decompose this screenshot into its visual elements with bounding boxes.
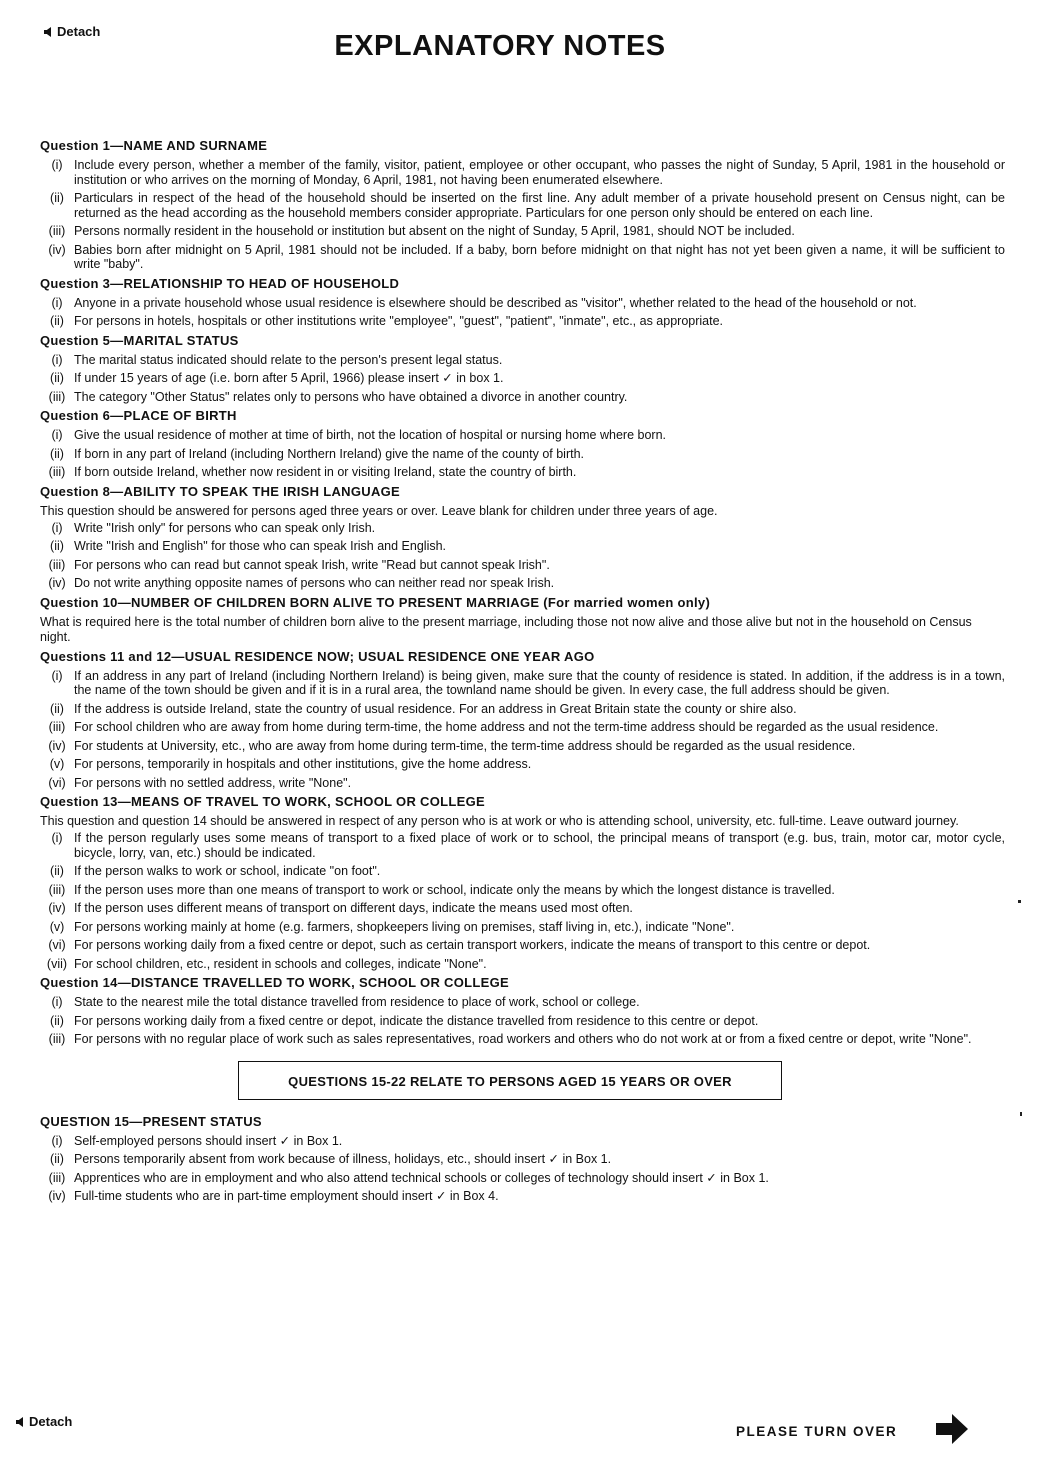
item-text: For school children who are away from home during term-time, the home address and not the term-time address should be regarded as the usual residence. — [74, 720, 939, 734]
item-text: For persons working mainly at home (e.g. farmers, shopkeepers living on premises, staff living in, etc.), indicate "None". — [74, 919, 735, 934]
note-item — [40, 739, 1005, 754]
item-text: If under 15 years of age (i.e. born after 5 April, 1966) please insert ✓ in box 1. — [74, 371, 504, 385]
item-number: (ii) — [50, 864, 64, 878]
scan-speck — [1020, 1112, 1022, 1116]
item-text: For persons, temporarily in hospitals and other institutions, give the home address. — [74, 757, 532, 771]
item-text: For persons with no regular place of work such as sales representatives, road workers and others who do not work at or from a fixed centre or depot, write "None". — [74, 1032, 972, 1046]
item-text: Apprentices who are in employment and who also attend technical schools or colleges of technology should insert ✓ in Box 1. — [74, 1170, 769, 1185]
note-item — [40, 901, 1005, 916]
item-number: (v) — [49, 919, 65, 934]
item-text: If the person regularly uses some means of transport to a fixed place of work or to school, the principal means of transport (e.g. bus, train, motor car, motor cycle, bicycle, lorry, van, etc.) should be indicated. — [74, 831, 1005, 860]
note-item — [40, 702, 1005, 717]
question-section — [40, 649, 1005, 791]
item-number: (iii) — [48, 557, 66, 572]
item-number: (i) — [51, 995, 63, 1009]
item-number: (ii) — [50, 1152, 64, 1166]
section-heading: QUESTION 15—PRESENT STATUS — [40, 1113, 262, 1129]
section-heading: Question 10—NUMBER OF CHILDREN BORN ALIVE TO PRESENT MARRIAGE (For married women only) — [40, 594, 711, 610]
scan-speck — [1018, 900, 1021, 903]
item-number: (i) — [51, 1133, 63, 1148]
item-text: Give the usual residence of mother at time of birth, not the location of hospital or nursing home where born. — [74, 428, 666, 442]
item-number: (i) — [51, 295, 63, 310]
detach-label: Detach — [29, 1414, 73, 1429]
item-number: (ii) — [50, 371, 64, 385]
item-number: (i) — [51, 158, 63, 172]
section-heading: Questions 11 and 12—USUAL RESIDENCE NOW; USUAL RESIDENCE ONE YEAR AGO — [40, 648, 595, 664]
item-number: (ii) — [50, 701, 64, 716]
note-item — [40, 296, 1005, 311]
section-heading: Question 3—RELATIONSHIP TO HEAD OF HOUSEHOLD — [40, 275, 400, 291]
note-item — [40, 353, 1005, 368]
item-text: For persons working daily from a fixed centre or depot, indicate the distance travelled from residence to this centre or depot. — [74, 1013, 759, 1028]
note-item — [40, 558, 1005, 573]
note-item — [40, 428, 1005, 443]
detach-label: Detach — [57, 24, 101, 39]
note-item — [40, 757, 1005, 772]
item-number: (iii) — [48, 389, 66, 404]
section-intro: This question and question 14 should be answered in respect of any person who is at work or who is attending school, university, etc. full-time. Leave outward journey. — [40, 814, 959, 828]
item-text: Persons temporarily absent from work because of illness, holidays, etc., should insert ✓ in Box 1. — [74, 1152, 612, 1166]
note-item — [40, 576, 1005, 591]
question-section — [40, 975, 1005, 1047]
item-text: Particulars in respect of the head of the household should be inserted on the first line. Any adult member of a private household present on Census night, can be returned as the head according as the household members consider appropriate. Particulars for one person only should be entered on each line. — [74, 191, 1005, 220]
item-number: (i) — [51, 520, 63, 535]
item-number: (ii) — [50, 539, 64, 553]
note-item — [40, 1189, 1005, 1204]
note-item — [40, 539, 1005, 554]
item-number: (vi) — [48, 775, 66, 790]
item-text: For persons with no settled address, write "None". — [74, 775, 352, 790]
note-item — [40, 776, 1005, 791]
note-item — [40, 1134, 1005, 1149]
section-intro: What is required here is the total number of children born alive to the present marriage, including those not now alive and those alive but not in the household on Census night. — [40, 614, 972, 644]
question-section — [40, 333, 1005, 405]
note-item — [40, 447, 1005, 462]
item-text: Do not write anything opposite names of persons who can neither read nor speak Irish. — [74, 576, 555, 590]
item-number: (i) — [51, 668, 63, 683]
note-item — [40, 883, 1005, 898]
item-text: If the person walks to work or school, indicate "on foot". — [74, 864, 381, 878]
item-number: (iv) — [48, 242, 66, 257]
item-text: Self-employed persons should insert ✓ in Box 1. — [74, 1133, 343, 1148]
item-text: For persons in hotels, hospitals or other institutions write "employee", "guest", "patient", "inmate", etc., as appropriate. — [74, 314, 724, 328]
note-item — [40, 1152, 1005, 1167]
item-text: The category "Other Status" relates only to persons who have obtained a divorce in another country. — [74, 389, 628, 404]
question-section — [40, 484, 1005, 591]
item-number: (iii) — [48, 1170, 66, 1185]
note-item — [40, 720, 1005, 735]
left-arrow-icon — [16, 1417, 23, 1427]
item-text: If born in any part of Ireland (including Northern Ireland) give the name of the county of birth. — [74, 446, 585, 461]
detach-marker-bottom — [16, 1414, 72, 1429]
item-text: Anyone in a private household whose usual residence is elsewhere should be described as "visitor", whether related to the head of the household or not. — [74, 295, 917, 310]
item-text: Write "Irish only" for persons who can speak only Irish. — [74, 520, 376, 535]
item-number: (iii) — [48, 224, 66, 238]
note-item — [40, 371, 1005, 386]
question-section — [40, 408, 1005, 480]
item-number: (i) — [51, 352, 63, 367]
item-number: (iv) — [48, 576, 66, 590]
item-number: (i) — [51, 428, 63, 442]
item-number: (ii) — [50, 314, 64, 328]
item-text: State to the nearest mile the total distance travelled from residence to place of work, school or college. — [74, 995, 640, 1009]
note-item — [40, 920, 1005, 935]
item-number: (iii) — [48, 882, 66, 897]
item-number: (iii) — [48, 1032, 66, 1046]
item-text: If the person uses more than one means of transport to work or school, indicate only the means by which the longest distance is travelled. — [74, 882, 835, 897]
section-heading: Question 8—ABILITY TO SPEAK THE IRISH LANGUAGE — [40, 483, 401, 499]
section-heading: Question 14—DISTANCE TRAVELLED TO WORK, SCHOOL OR COLLEGE — [40, 975, 509, 990]
item-text: Write "Irish and English" for those who can speak Irish and English. — [74, 539, 447, 553]
note-item — [40, 158, 1005, 187]
note-item — [40, 314, 1005, 329]
question-section — [40, 794, 1005, 971]
section-heading: Question 1—NAME AND SURNAME — [40, 138, 268, 153]
item-number: (iii) — [48, 465, 66, 479]
note-item — [40, 1014, 1005, 1029]
right-arrow-icon — [936, 1414, 968, 1444]
item-number: (ii) — [50, 191, 64, 205]
question-section — [40, 1114, 1005, 1204]
item-text: For persons working daily from a fixed centre or depot, such as certain transport workers, indicate the means of transport to this centre or depot. — [74, 938, 871, 952]
item-text: The marital status indicated should relate to the person's present legal status. — [74, 352, 503, 367]
please-turn-over-text: PLEASE TURN OVER — [736, 1424, 898, 1439]
item-number: (iv) — [48, 1189, 66, 1203]
note-item — [40, 224, 1005, 239]
note-item — [40, 243, 1005, 272]
item-number: (ii) — [50, 446, 64, 461]
note-item — [40, 465, 1005, 480]
note-item — [40, 831, 1005, 860]
item-number: (iv) — [48, 901, 66, 915]
section-intro: This question should be answered for persons aged three years or over. Leave blank for children under three years of age. — [40, 503, 718, 518]
item-text: Persons normally resident in the household or institution but absent on the night of Sunday, 5 April, 1981, should NOT be included. — [74, 224, 795, 238]
note-item — [40, 669, 1005, 698]
item-number: (vii) — [46, 956, 68, 971]
item-number: (vi) — [48, 938, 66, 952]
item-text: For persons who can read but cannot speak Irish, write "Read but cannot speak Irish". — [74, 557, 550, 572]
section-heading: Question 5—MARITAL STATUS — [40, 332, 239, 348]
notes-body — [40, 138, 1005, 1208]
note-item — [40, 957, 1005, 972]
question-section — [40, 595, 1005, 645]
note-item — [40, 1171, 1005, 1186]
item-number: (i) — [51, 831, 63, 845]
section-heading: Question 13—MEANS OF TRAVEL TO WORK, SCHOOL OR COLLEGE — [40, 794, 485, 809]
note-item — [40, 521, 1005, 536]
item-text: If the person uses different means of transport on different days, indicate the means used most often. — [74, 901, 633, 915]
item-number: (v) — [49, 757, 65, 771]
question-section — [40, 138, 1005, 272]
note-item — [40, 191, 1005, 220]
note-item — [40, 864, 1005, 879]
item-number: (iv) — [48, 738, 66, 753]
item-text: Babies born after midnight on 5 April, 1981 should not be included. If a baby, born before midnight on that night has not yet been given a name, it will be sufficient to write "baby". — [74, 242, 1005, 271]
page-title: EXPLANATORY NOTES — [334, 30, 666, 62]
note-item — [40, 995, 1005, 1010]
section-heading: Question 6—PLACE OF BIRTH — [40, 408, 237, 423]
note-item — [40, 390, 1005, 405]
question-section — [40, 276, 1005, 329]
item-text: If the address is outside Ireland, state the country of usual residence. For an address in Great Britain state the county or shire also. — [74, 701, 797, 716]
item-number: (ii) — [50, 1013, 64, 1028]
item-text: For students at University, etc., who are away from home during term-time, the term-time address should be regarded as the usual residence. — [74, 738, 856, 753]
item-text: For school children, etc., resident in schools and colleges, indicate "None". — [74, 956, 487, 971]
note-item — [40, 938, 1005, 953]
item-text: Full-time students who are in part-time employment should insert ✓ in Box 4. — [74, 1189, 499, 1203]
item-number: (iii) — [48, 720, 66, 734]
item-text: If born outside Ireland, whether now resident in or visiting Ireland, state the country of birth. — [74, 465, 577, 479]
item-text: If an address in any part of Ireland (including Northern Ireland) is being given, make sure that the county of residence is stated. In addition, if the address is in a town, the name of the town should be given and if it is in a rural area, the townland name should be given. In every case, the full address should be given. — [74, 668, 1005, 697]
age-notice-box: QUESTIONS 15-22 RELATE TO PERSONS AGED 15 YEARS OR OVER — [238, 1061, 782, 1100]
note-item — [40, 1032, 1005, 1047]
item-text: Include every person, whether a member of the family, visitor, patient, employee or other occupant, who passes the night of Sunday, 5 April, 1981 in the household or institution or who arrives on the morning of Monday, 6 April, 1981, not having been enumerated elsewhere. — [74, 158, 1005, 187]
